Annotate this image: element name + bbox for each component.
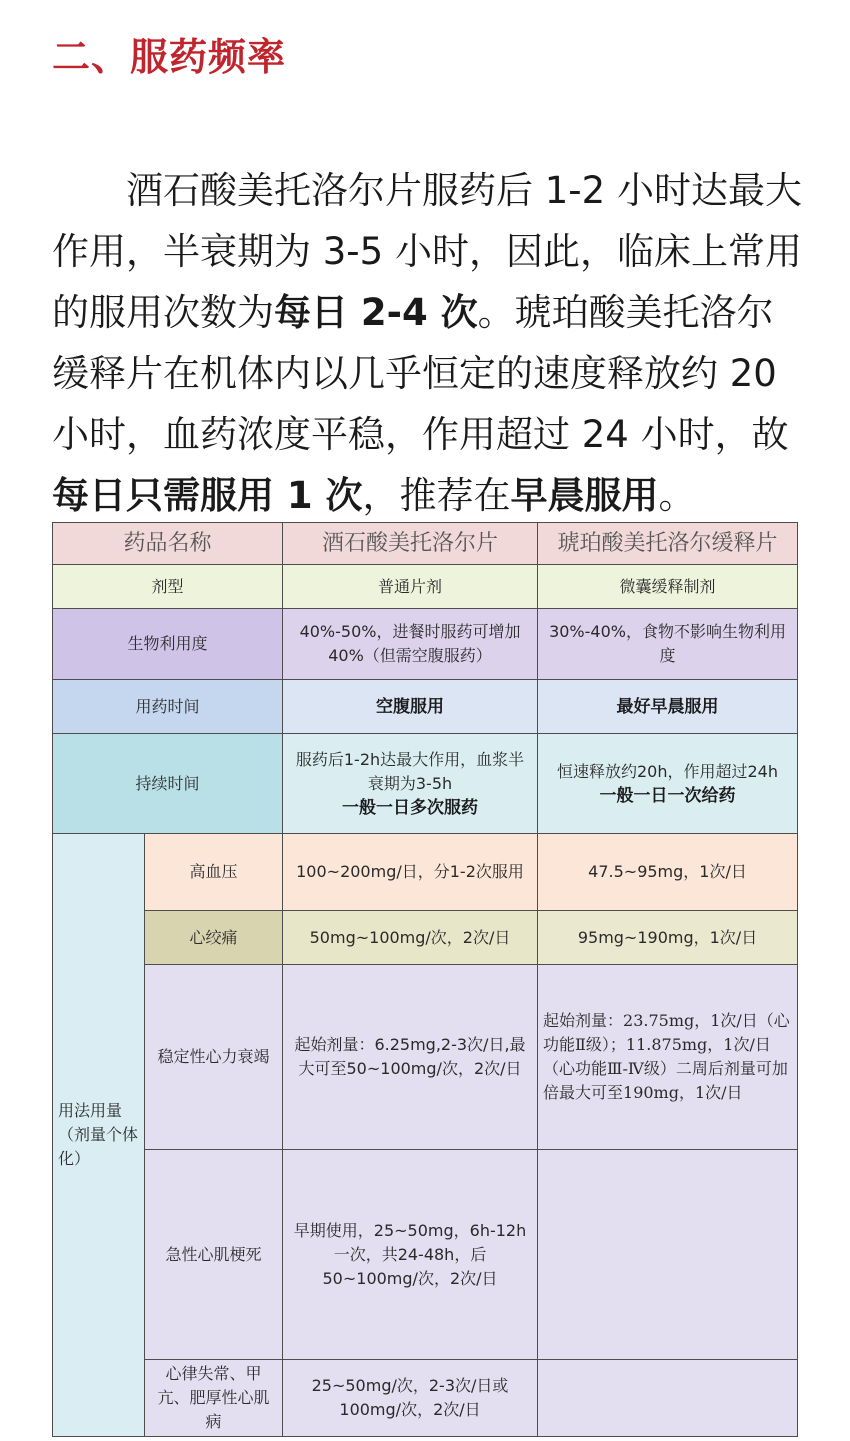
table-cell: 最好早晨服用 [538, 680, 798, 734]
row-label: 稳定性心力衰竭 [145, 965, 283, 1150]
table-cell: 空腹服用 [283, 680, 538, 734]
cell-text: 恒速释放约20h，作用超过24h [557, 761, 779, 781]
table-row [53, 734, 798, 834]
table-cell: 47.5~95mg，1次/日 [538, 834, 798, 911]
row-label: 高血压 [145, 834, 283, 911]
row-label: 心绞痛 [145, 911, 283, 965]
table-row [53, 1360, 798, 1437]
table-cell: 早期使用，25~50mg，6h-12h一次，共24-48h，后50~100mg/次，2次/日 [283, 1150, 538, 1360]
row-label: 持续时间 [53, 734, 283, 834]
para-bold-1: 每日 2-4 次 [274, 291, 478, 334]
cell-text: 服药后1-2h达最大作用，血浆半衰期为3-5h [295, 749, 525, 793]
table-cell [283, 734, 538, 834]
table-cell: 50mg~100mg/次，2次/日 [283, 911, 538, 965]
row-label: 生物利用度 [53, 609, 283, 680]
body-paragraph [52, 160, 802, 526]
cell-bold-text: 一般一日多次服药 [342, 797, 479, 818]
header-tartrate: 酒石酸美托洛尔片 [283, 523, 538, 565]
para-bold-2: 每日只需服用 1 次 [52, 474, 363, 517]
table-cell [538, 734, 798, 834]
para-text-4: 。 [658, 474, 696, 517]
table-cell: 95mg~190mg，1次/日 [538, 911, 798, 965]
para-text-3: ，推荐在 [362, 474, 511, 517]
table-cell: 40%-50%，进餐时服药可增加40%（但需空腹服药） [283, 609, 538, 680]
table-header-row [53, 523, 798, 565]
row-label: 心律失常、甲亢、肥厚性心肌病 [145, 1360, 283, 1437]
para-bold-3: 早晨服用 [510, 474, 659, 517]
row-label: 剂型 [53, 565, 283, 609]
table-cell: 普通片剂 [283, 565, 538, 609]
comparison-table [52, 522, 798, 1437]
table-cell: 25~50mg/次，2-3次/日或100mg/次，2次/日 [283, 1360, 538, 1437]
row-label: 用药时间 [53, 680, 283, 734]
table-cell [538, 1150, 798, 1360]
section-heading: 二、服药频率 [52, 35, 287, 79]
usage-label: 用法用量（剂量个体化） [53, 834, 145, 1437]
para-text-1: 酒石酸美托洛尔片服药后 1-2 小时达最大作用，半衰期为 3-5 小时，因此，临床上常用的服用次数为 [52, 169, 802, 334]
table-row [53, 834, 798, 911]
para-text-2: 。琥珀酸美托洛尔缓释片在机体内以几乎恒定的速度释放约 20 小时，血药浓度平稳，作用超过 24 小时，故 [52, 291, 789, 456]
cell-bold-text: 一般一日一次给药 [599, 785, 736, 806]
table-cell: 30%-40%，食物不影响生物利用度 [538, 609, 798, 680]
table-cell: 微囊缓释制剂 [538, 565, 798, 609]
row-label: 急性心肌梗死 [145, 1150, 283, 1360]
table-row [53, 965, 798, 1150]
table-row [53, 680, 798, 734]
table-row [53, 1150, 798, 1360]
table-cell [538, 1360, 798, 1437]
table-row [53, 609, 798, 680]
table-row [53, 911, 798, 965]
table-cell: 100~200mg/日，分1-2次服用 [283, 834, 538, 911]
table-cell: 起始剂量：6.25mg,2-3次/日,最大可至50~100mg/次，2次/日 [283, 965, 538, 1150]
header-succinate: 琥珀酸美托洛尔缓释片 [538, 523, 798, 565]
header-drug-name: 药品名称 [53, 523, 283, 565]
table-row [53, 565, 798, 609]
table-cell: 起始剂量：23.75mg，1次/日（心功能Ⅱ级）；11.875mg，1次/日（心功能Ⅲ-Ⅳ级）二周后剂量可加倍最大可至190mg，1次/日 [538, 965, 798, 1150]
